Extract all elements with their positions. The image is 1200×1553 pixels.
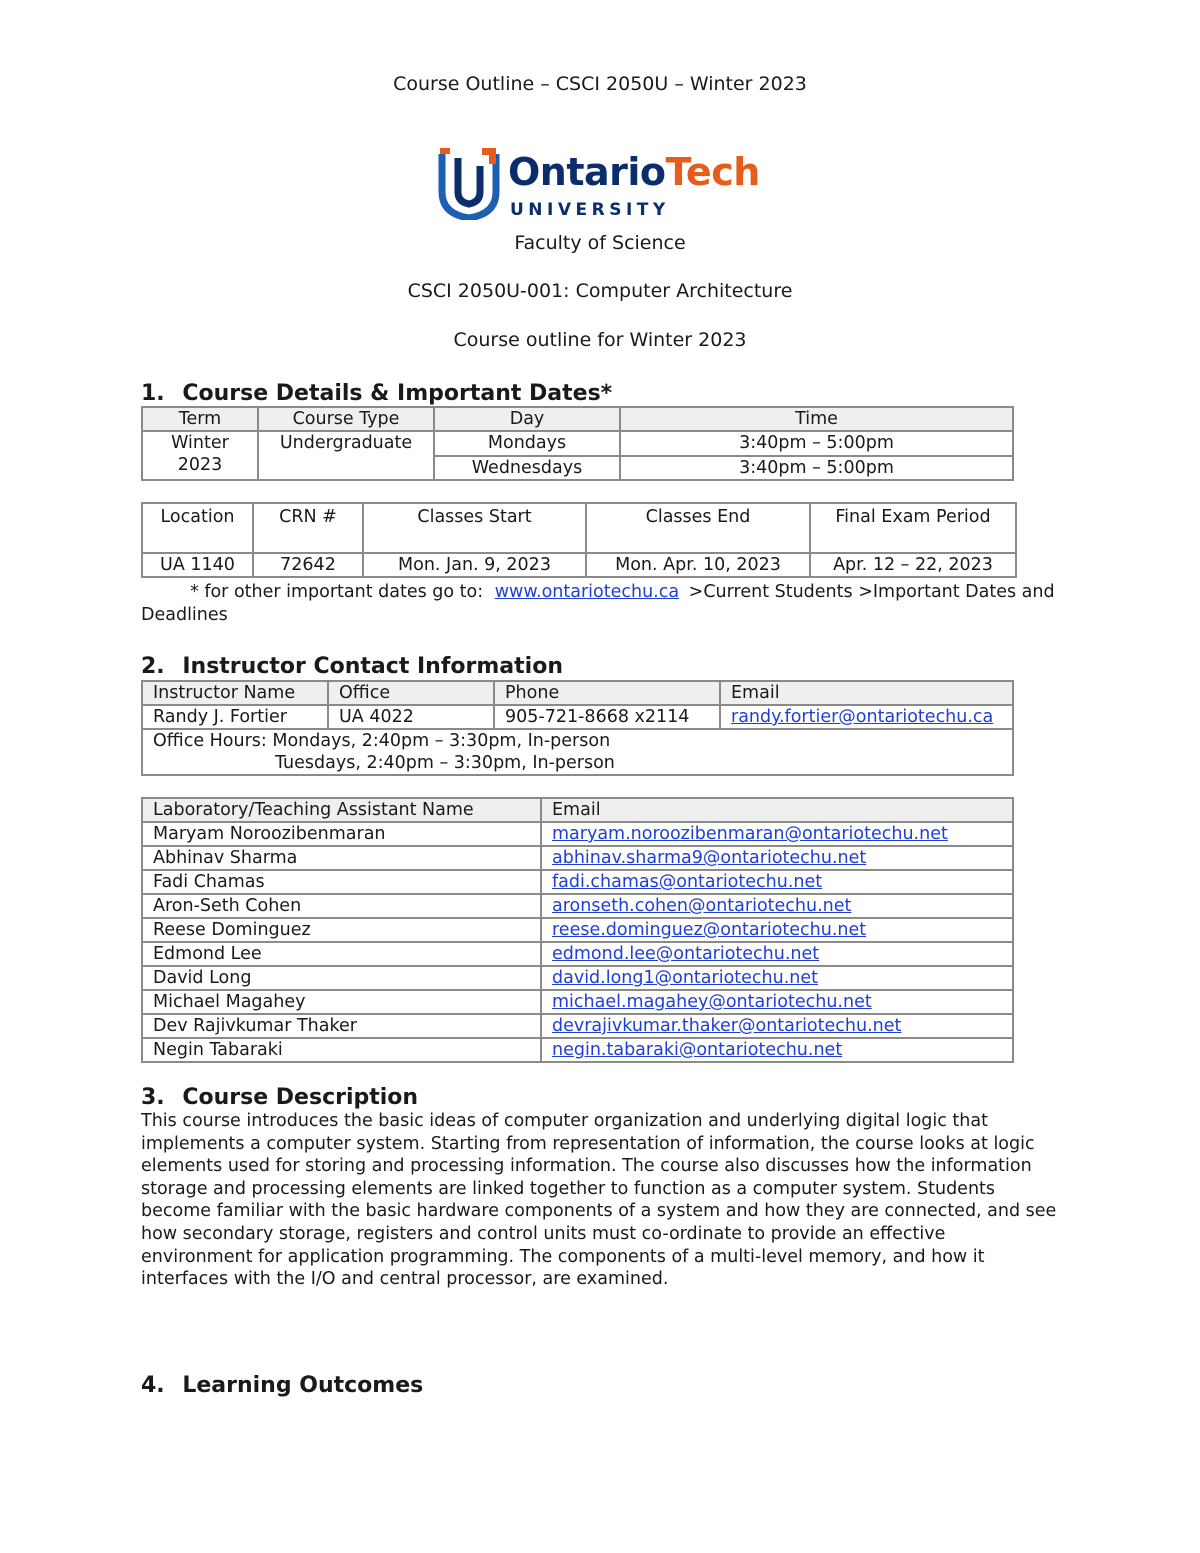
course-title: CSCI 2050U-001: Computer Architecture — [407, 280, 793, 302]
details-table — [141, 502, 1017, 578]
schedule-day: Wednesdays — [434, 456, 620, 480]
section2-heading — [141, 654, 563, 679]
description-line: storage and processing elements are linked together to function as a computer system. Students — [141, 1178, 996, 1199]
schedule-table — [141, 406, 1014, 481]
ta-row — [142, 822, 1013, 846]
section2-number: 2. — [141, 654, 165, 679]
ta-email-link[interactable]: aronseth.cohen@ontariotechu.net — [552, 896, 852, 916]
instructor-name: Randy J. Fortier — [142, 705, 328, 729]
ta-row — [142, 1038, 1013, 1062]
office-hours-line2: Tuesdays, 2:40pm – 3:30pm, In-person — [275, 753, 615, 773]
logo-text-university: UNIVERSITY — [510, 200, 670, 220]
running-header: Course Outline – CSCI 2050U – Winter 2023 — [393, 73, 807, 95]
ta-name: Negin Tabaraki — [142, 1038, 541, 1062]
course-description — [141, 1110, 1071, 1291]
details-location: UA 1140 — [142, 553, 253, 577]
section1-heading — [141, 381, 612, 406]
ta-email-cell — [541, 1014, 1013, 1038]
section4-number: 4. — [141, 1373, 165, 1398]
details-exam-period: Apr. 12 – 22, 2023 — [810, 553, 1016, 577]
ta-row — [142, 894, 1013, 918]
ta-email-link[interactable]: negin.tabaraki@ontariotechu.net — [552, 1040, 843, 1060]
ta-name: Aron-Seth Cohen — [142, 894, 541, 918]
section1-title: Course Details & Important Dates* — [182, 381, 613, 406]
ta-row — [142, 870, 1013, 894]
description-line: environment for application programming. The components of a multi-level memory, and how it — [141, 1246, 985, 1267]
office-hours-cell — [142, 729, 1013, 775]
ta-row — [142, 990, 1013, 1014]
note-suffix: >Current Students >Important Dates and — [688, 582, 1055, 602]
details-header-end: Classes End — [586, 503, 810, 553]
ta-email-cell — [541, 894, 1013, 918]
ta-name: Dev Rajivkumar Thaker — [142, 1014, 541, 1038]
ta-email-cell — [541, 846, 1013, 870]
details-classes-end: Mon. Apr. 10, 2023 — [586, 553, 810, 577]
schedule-day: Mondays — [434, 431, 620, 456]
ta-email-cell — [541, 1038, 1013, 1062]
ta-email-cell — [541, 822, 1013, 846]
university-logo — [438, 146, 768, 222]
instructor-phone: 905-721-8668 x2114 — [494, 705, 720, 729]
ta-email-link[interactable]: edmond.lee@ontariotechu.net — [552, 944, 820, 964]
note-line2: Deadlines — [141, 605, 228, 625]
ta-row — [142, 1014, 1013, 1038]
description-line: elements used for storing and processing information. The course also discusses how the information — [141, 1156, 1032, 1177]
logo-text-tech: Tech — [665, 150, 760, 194]
details-crn: 72642 — [253, 553, 363, 577]
ta-row — [142, 918, 1013, 942]
schedule-course-type: Undergraduate — [258, 431, 434, 480]
ta-email-link[interactable]: reese.dominguez@ontariotechu.net — [552, 920, 867, 940]
schedule-header-day: Day — [434, 407, 620, 431]
ta-email-cell — [541, 990, 1013, 1014]
section3-number: 3. — [141, 1085, 165, 1110]
ta-email-link[interactable]: maryam.noroozibenmaran@ontariotechu.net — [552, 824, 948, 844]
logo-text-ontario: Ontario — [508, 150, 666, 194]
schedule-time: 3:40pm – 5:00pm — [620, 456, 1013, 480]
description-line: implements a computer system. Starting from representation of information, the course looks at logic — [141, 1133, 1035, 1154]
ta-email-link[interactable]: devrajivkumar.thaker@ontariotechu.net — [552, 1016, 902, 1036]
description-line: how secondary storage, registers and control units must co-ordinate to provide an effective — [141, 1223, 946, 1244]
ta-name: Reese Dominguez — [142, 918, 541, 942]
details-header-exam: Final Exam Period — [810, 503, 1016, 553]
ta-email-link[interactable]: david.long1@ontariotechu.net — [552, 968, 818, 988]
details-header-crn: CRN # — [253, 503, 363, 553]
schedule-time: 3:40pm – 5:00pm — [620, 431, 1013, 456]
ta-name: Maryam Noroozibenmaran — [142, 822, 541, 846]
schedule-header-time: Time — [620, 407, 1013, 431]
section3-heading — [141, 1085, 418, 1110]
description-line: become familiar with the basic hardware components of a system and how they are connected, and see — [141, 1201, 1057, 1222]
section3-title: Course Description — [182, 1085, 419, 1110]
office-hours-line1: Office Hours: Mondays, 2:40pm – 3:30pm, In-person — [153, 731, 611, 751]
details-header-start: Classes Start — [363, 503, 586, 553]
details-classes-start: Mon. Jan. 9, 2023 — [363, 553, 586, 577]
ta-row — [142, 966, 1013, 990]
ta-header-name: Laboratory/Teaching Assistant Name — [142, 798, 541, 822]
instructor-header-phone: Phone — [494, 681, 720, 705]
instructor-header-office: Office — [328, 681, 494, 705]
instructor-header-email: Email — [720, 681, 1013, 705]
ta-email-cell — [541, 870, 1013, 894]
ta-name: Fadi Chamas — [142, 870, 541, 894]
ta-email-cell — [541, 918, 1013, 942]
ontariotechu-link[interactable]: www.ontariotechu.ca — [494, 582, 680, 602]
ta-email-cell — [541, 966, 1013, 990]
instructor-email-link[interactable]: randy.fortier@ontariotechu.ca — [731, 707, 994, 727]
schedule-header-type: Course Type — [258, 407, 434, 431]
ta-table — [141, 797, 1014, 1063]
ta-email-link[interactable]: fadi.chamas@ontariotechu.net — [552, 872, 823, 892]
ta-name: Abhinav Sharma — [142, 846, 541, 870]
section2-title: Instructor Contact Information — [182, 654, 563, 679]
ta-email-cell — [541, 942, 1013, 966]
ta-row — [142, 942, 1013, 966]
shield-logo-icon — [438, 148, 500, 220]
ta-name: Edmond Lee — [142, 942, 541, 966]
description-line: interfaces with the I/O and central processor, are examined. — [141, 1269, 669, 1290]
section4-heading — [141, 1373, 423, 1398]
ta-header-email: Email — [541, 798, 1013, 822]
ta-name: Michael Magahey — [142, 990, 541, 1014]
ta-email-link[interactable]: michael.magahey@ontariotechu.net — [552, 992, 872, 1012]
faculty-name: Faculty of Science — [514, 232, 686, 254]
section1-number: 1. — [141, 381, 165, 406]
description-line: This course introduces the basic ideas of computer organization and underlying digital logic that — [141, 1111, 988, 1131]
ta-row — [142, 846, 1013, 870]
schedule-header-term: Term — [142, 407, 258, 431]
instructor-header-name: Instructor Name — [142, 681, 328, 705]
instructor-table — [141, 680, 1014, 776]
note-prefix: * for other important dates go to: — [190, 582, 484, 602]
important-dates-note — [190, 581, 1055, 603]
schedule-term: Winter 2023 — [142, 431, 258, 480]
section4-title: Learning Outcomes — [182, 1373, 424, 1398]
ta-email-link[interactable]: abhinav.sharma9@ontariotechu.net — [552, 848, 867, 868]
ta-name: David Long — [142, 966, 541, 990]
instructor-office: UA 4022 — [328, 705, 494, 729]
details-header-location: Location — [142, 503, 253, 553]
outline-term: Course outline for Winter 2023 — [453, 329, 747, 351]
